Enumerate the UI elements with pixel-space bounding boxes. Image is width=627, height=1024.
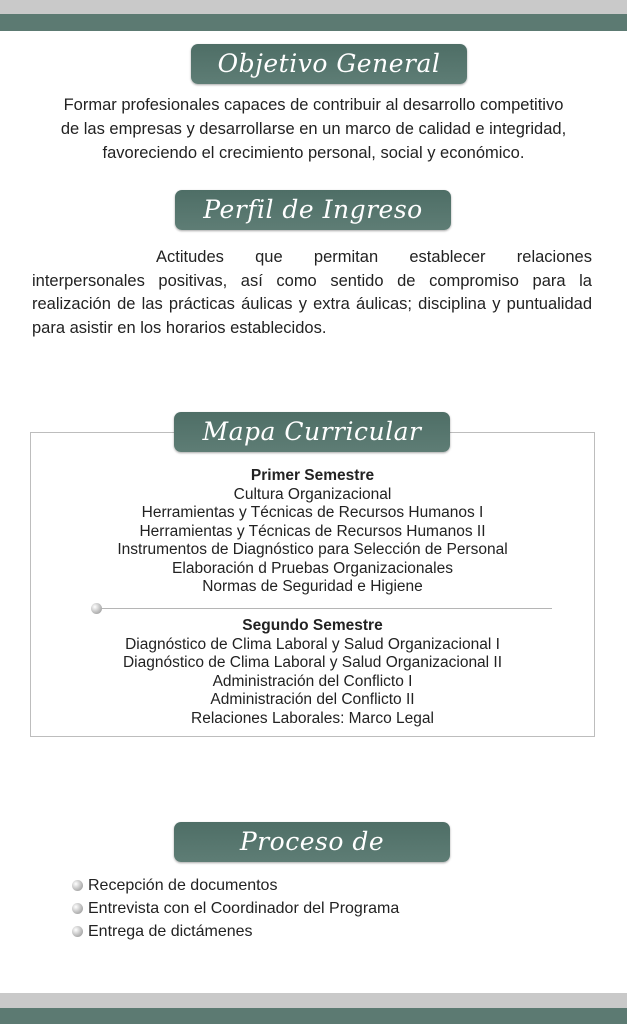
list-item-label: Entrega de dictámenes	[88, 923, 253, 940]
subject-item: Administración del Conflicto I	[212, 672, 413, 690]
top-green-band	[0, 14, 627, 31]
objetivo-line: Formar profesionales capaces de contribuir al desarrollo competitivo	[63, 96, 564, 114]
list-item	[72, 897, 399, 920]
perfil-title: Perfil de Ingreso	[175, 190, 451, 230]
subject-item: Normas de Seguridad e Higiene	[202, 578, 423, 595]
semester-divider	[97, 608, 552, 609]
bottom-green-band	[0, 1008, 627, 1024]
list-item	[72, 920, 399, 943]
mapa-title: Mapa Curricular	[174, 412, 450, 452]
proceso-title: Proceso de Selección	[174, 822, 450, 862]
subject-item: Elaboración d Pruebas Organizacionales	[172, 559, 453, 577]
semester-title: Primer Semestre	[250, 467, 375, 484]
subject-item: Herramientas y Técnicas de Recursos Humanos I	[141, 504, 484, 521]
objetivo-line: favoreciendo el crecimiento personal, social y económico.	[102, 144, 525, 162]
list-item	[72, 874, 399, 897]
subject-item: Diagnóstico de Clima Laboral y Salud Organizacional II	[122, 654, 503, 671]
semester-2	[30, 617, 595, 728]
subject-item: Relaciones Laborales: Marco Legal	[191, 709, 434, 727]
bullet-icon	[72, 926, 83, 937]
list-item-label: Recepción de documentos	[88, 877, 278, 894]
bullet-icon	[72, 903, 83, 914]
objetivo-line: de las empresas y desarrollarse en un marco de calidad e integridad,	[60, 120, 567, 138]
subject-item: Instrumentos de Diagnóstico para Selección de Personal	[117, 541, 508, 558]
selection-steps-list	[72, 874, 399, 943]
objetivo-title: Objetivo General	[191, 44, 467, 84]
list-item-label: Entrevista con el Coordinador del Programa	[88, 900, 400, 917]
subject-item: Administración del Conflicto II	[210, 691, 415, 708]
subject-item: Herramientas y Técnicas de Recursos Humanos II	[139, 522, 486, 540]
bullet-icon	[72, 880, 83, 891]
top-gray-band	[0, 0, 627, 14]
divider-bullet-icon	[91, 603, 102, 614]
semester-1	[30, 467, 595, 597]
subject-item: Diagnóstico de Clima Laboral y Salud Organizacional I	[125, 635, 500, 653]
perfil-text: Actitudes que permitan establecer relaciones interpersonales positivas, así como sentido de compromiso para la realización de las prácticas áulicas y extra áulicas; disciplina y puntualidad para asistir en los horarios establecidos.	[32, 248, 592, 337]
subject-item: Cultura Organizacional	[233, 485, 392, 503]
semester-title: Segundo Semestre	[242, 617, 383, 634]
objetivo-text	[20, 93, 607, 165]
bottom-gray-band	[0, 993, 627, 1008]
